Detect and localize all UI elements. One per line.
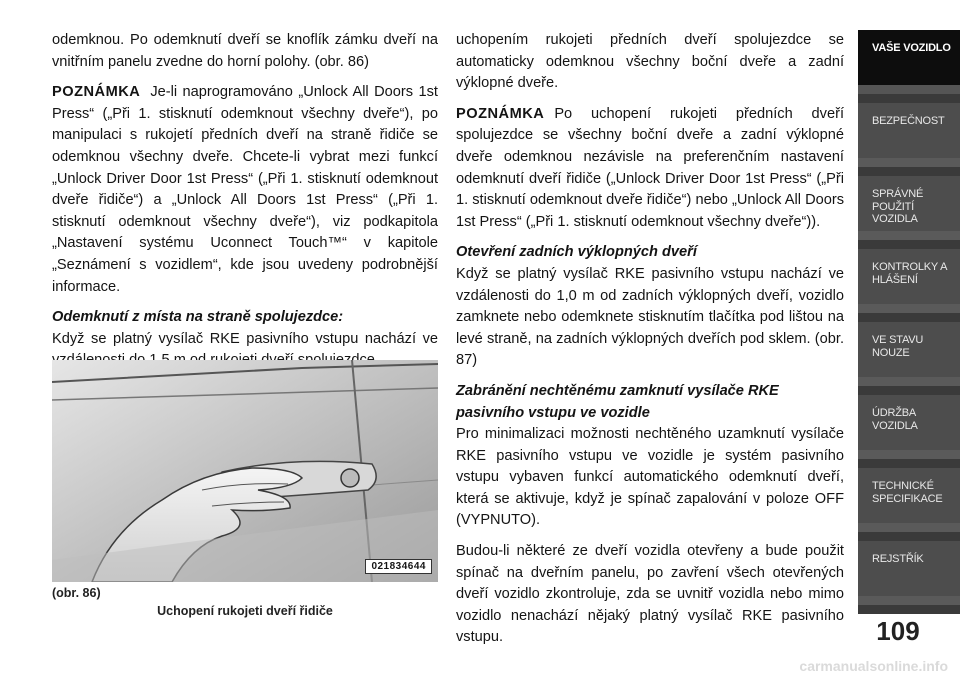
paragraph: Když se platný vysílač RKE pasivního vstupu nachází ve vzdálenosti do 1,0 m od zadních výklopných dveří, vozidlo zamknete nebo odemknete stisknutím tlačítka pod lištou na levé straně, na zadních výklopných dveřích pod sklem. (obr. 87) [456, 265, 844, 369]
tab-ve-stavu-nouze[interactable]: VE STAVU NOUZE [858, 322, 960, 386]
paragraph: odemknou. Po odemknutí dveří se knoflík zámku dveří na vnitřním panelu zvedne do horní polohy. (obr. 86) [52, 32, 438, 70]
right-text-column [456, 30, 844, 658]
section-heading: Zabránění nechtěnému zamknutí vysílače RKE pasivního vstupu ve vozidle [456, 382, 779, 421]
tab-vase-vozidlo[interactable]: VAŠE VOZIDLO [858, 30, 960, 94]
chapter-sidebar [858, 30, 960, 614]
door-handle-illustration [52, 360, 438, 582]
note-keyword: POZNÁMKA [456, 105, 545, 122]
paragraph: uchopením rukojeti předních dveří spolujezdce se automaticky odemknou všechny boční dveře a zadní výklopné dveře. [456, 32, 844, 92]
figure-caption: Uchopení rukojeti dveří řidiče [157, 604, 333, 618]
note-keyword: POZNÁMKA [52, 84, 141, 101]
left-text-column [52, 30, 438, 381]
note-text: Je-li naprogramováno „Unlock All Doors 1st Press“ („Při 1. stisknutí odemknout všechny dveře“), po manipulaci s rukojetí předních dveří na straně řidiče se odemknou všechny dveře. Chcete-li vybrat mezi funkcí „Unlock Driver Door 1st Press“ („Při 1. stisknutí odemknout dveře řidiče“) a „Unlock All Doors 1st Press“ („Při 1. stisknutí odemknout všechny dveře“), viz podkapitola „Nastavení systému Uconnect Touch™“ v kapitole „Seznámení s vozidlem“, kde jsou uvedeny podrobnější informace. [52, 84, 438, 295]
paragraph: Když se platný vysílač RKE pasivního vstupu nachází ve [52, 330, 438, 347]
note-paragraph [456, 104, 844, 234]
section-heading: Odemknutí z místa na straně spolujezdce: [52, 309, 344, 326]
tab-kontrolky-a-hlaseni[interactable]: KONTROLKY A HLÁŠENÍ [858, 249, 960, 313]
tab-rejstrik[interactable]: REJSTŘÍK [858, 541, 960, 605]
watermark: carmanualsonline.info [799, 658, 948, 674]
tab-spravne-pouziti-vozidla[interactable]: SPRÁVNÉ POUŽITÍ VOZIDLA [858, 176, 960, 240]
note-text: Po uchopení rukojeti předních dveří spolujezdce se všechny boční dveře a zadní výklopné dveře odemknou nezávisle na preferenčním nastavení odemknutí dveří řidiče („Unlock Driver Door 1st Press“ („Při 1. stisknutí odemknout dveře řidiče“) nebo „Unlock All Doors 1st Press“ („Při 1. stisknutí odemknout všechny dveře“)). [456, 105, 844, 230]
tab-technicke-specifikace[interactable]: TECHNICKÉ SPECIFIKACE [858, 468, 960, 532]
paragraph: Budou-li některé ze dveří vozidla otevřeny a bude použit spínač na dveřním panelu, po zavření všech otevřených dveří vozidlo zkontroluje, zda se uvnitř vozidla nebo mimo vozidlo nenachází nějaký platný vysílač RKE pasivního vstupu. [456, 543, 844, 646]
section-heading: Otevření zadních výklopných dveří [456, 244, 697, 261]
figure-code: 021834644 [365, 559, 432, 574]
note-paragraph [52, 82, 438, 298]
paragraph: Pro minimalizaci možnosti nechtěného uzamknutí vysílače RKE pasivního vstupu ve vozidle je systém pasivního vstupu vybaven funkcí automatického odemknutí dveří, která se aktivuje, když je spínač zapalování v poloze OFF (VYPNUTO). [456, 426, 844, 529]
figure-number: (obr. 86) [52, 586, 101, 600]
figure-door-handle [52, 360, 438, 582]
tab-bezpecnost[interactable]: BEZPEČNOST [858, 103, 960, 167]
tab-udrzba-vozidla[interactable]: ÚDRŽBA VOZIDLA [858, 395, 960, 459]
page-number: 109 [876, 616, 920, 646]
